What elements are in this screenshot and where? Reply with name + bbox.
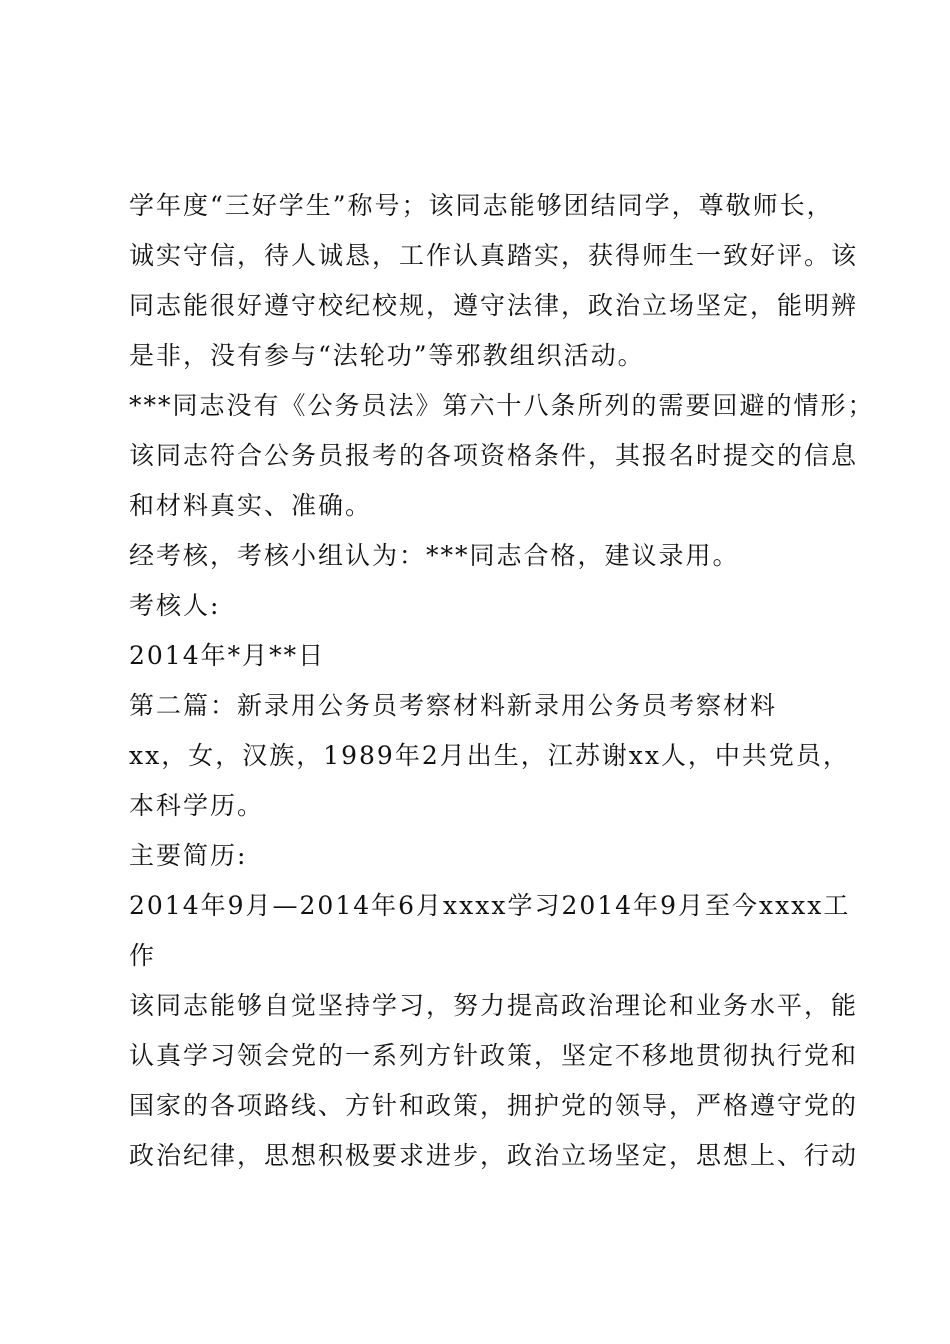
text-line: 是非，没有参与“法轮功”等邪教组织活动。 bbox=[129, 341, 645, 370]
text-line: 作 bbox=[129, 941, 157, 970]
text-line: 主要简历: bbox=[129, 841, 248, 870]
text-line: 考核人: bbox=[129, 591, 221, 620]
text-line: 认真学习领会党的一系列方针政策，坚定不移地贯彻执行党和 bbox=[129, 1041, 859, 1070]
text-line: 政治纪律，思想积极要求进步，政治立场坚定，思想上、行动 bbox=[129, 1141, 859, 1170]
text-line: 该同志能够自觉坚持学习，努力提高政治理论和业务水平，能 bbox=[129, 991, 859, 1020]
text-line: 和材料真实、准确。 bbox=[129, 491, 373, 520]
text-line: 诚实守信，待人诚恳，工作认真踏实，获得师生一致好评。该 bbox=[129, 241, 859, 270]
text-line: 国家的各项路线、方针和政策，拥护党的领导，严格遵守党的 bbox=[129, 1091, 859, 1120]
text-line: 2014年9月—2014年6月xxxx学习2014年9月至今xxxx工 bbox=[129, 891, 851, 920]
text-line: 学年度“三好学生”称号；该同志能够团结同学，尊敬师长， bbox=[129, 191, 834, 220]
section-heading: 第二篇：新录用公务员考察材料新录用公务员考察材料 bbox=[129, 691, 778, 720]
text-line: 该同志符合公务员报考的各项资格条件，其报名时提交的信息 bbox=[129, 441, 859, 470]
text-line: 经考核，考核小组认为：***同志合格，建议录用。 bbox=[129, 541, 740, 570]
text-line: 本科学历。 bbox=[129, 791, 265, 820]
date-line: 2014年*月**日 bbox=[129, 641, 326, 670]
text-line: ***同志没有《公务员法》第六十八条所列的需要回避的情形； bbox=[129, 391, 875, 420]
text-line: 同志能很好遵守校纪校规，遵守法律，政治立场坚定，能明辨 bbox=[129, 291, 859, 320]
text-line: xx，女，汉族，1989年2月出生，江苏谢xx人，中共党员， bbox=[129, 741, 850, 770]
